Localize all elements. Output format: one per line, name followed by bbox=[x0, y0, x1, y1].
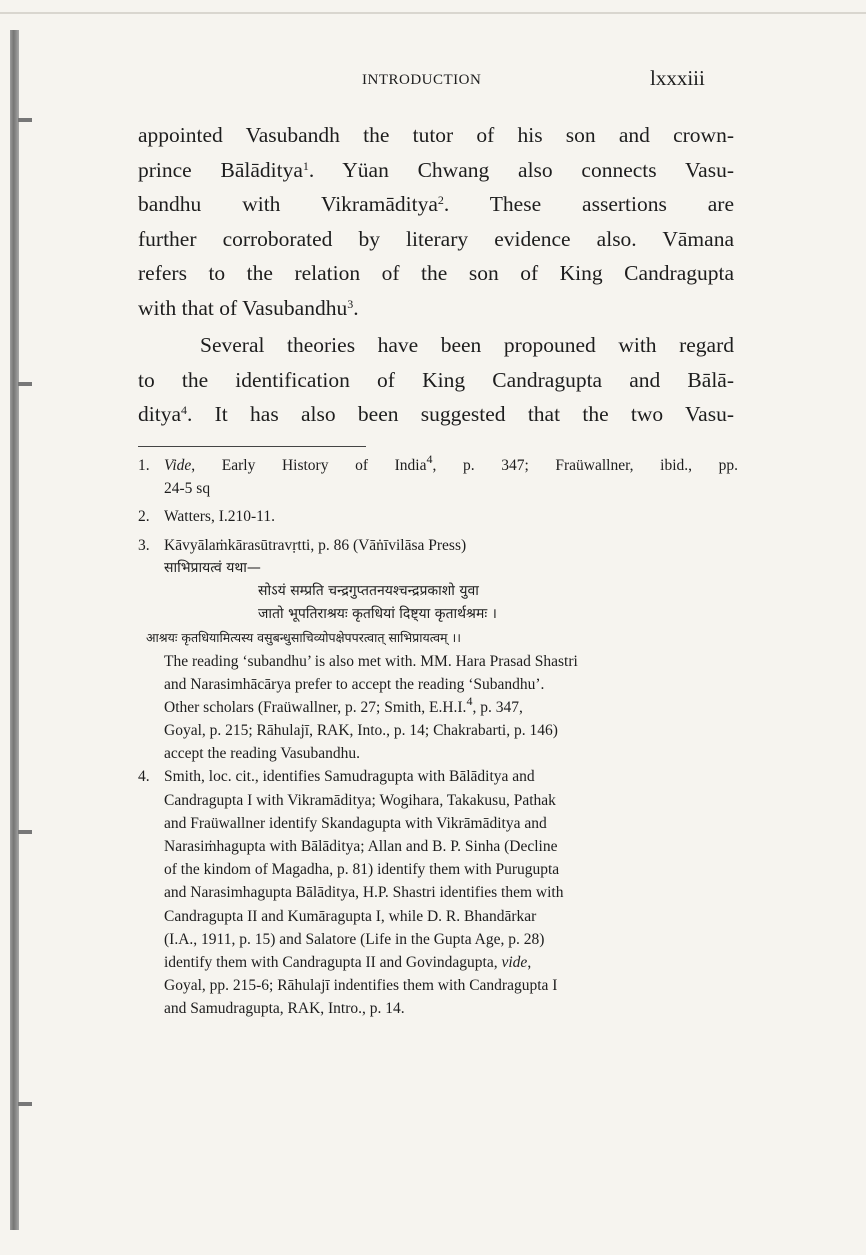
text-line: bandhu with Vikramāditya$^2$. These assertions are bbox=[138, 192, 734, 216]
binding-spine bbox=[10, 30, 19, 1230]
binding-mark bbox=[18, 1102, 32, 1106]
sanskrit-verse: जातो भूपतिराश्रयः कृतधियां दिष्ट्या कृतार्थश्रमः । bbox=[258, 606, 497, 623]
binding-mark bbox=[18, 830, 32, 834]
sanskrit-line: आश्रयः कृतधियामित्यस्य वसुबन्धुसाचिव्योपक्षेपपरत्वात् साभिप्रायत्वम् ।। bbox=[146, 630, 461, 646]
footnote-line: The reading ‘subandhu’ is also met with. MM. Hara Prasad Shastri bbox=[164, 652, 578, 670]
footnote-ref: 3 bbox=[347, 296, 354, 311]
footnote-line: Candragupta II and Kumāragupta I, while D. R. Bhandārkar bbox=[164, 907, 537, 925]
footnote-line: and Samudragupta, RAK, Intro., p. 14. bbox=[164, 1000, 405, 1018]
footnotes bbox=[138, 454, 738, 1021]
footnote-line: and Fraüwallner identify Skandagupta with Vikrāmāditya and bbox=[164, 814, 547, 832]
main-text bbox=[138, 118, 734, 432]
text-line: appointed Vasubandh the tutor of his son and crown- bbox=[138, 123, 734, 147]
footnote-line: and Narasimhācārya prefer to accept the reading ‘Subandhu’. bbox=[164, 675, 545, 693]
footnote-ref: 4 bbox=[181, 403, 187, 417]
page-top-edge bbox=[0, 12, 866, 14]
footnote-line: (I.A., 1911, p. 15) and Salatore (Life in the Gupta Age, p. 28) bbox=[164, 930, 545, 948]
binding-mark bbox=[18, 382, 32, 386]
footnote-line: 24-5 sq bbox=[164, 480, 211, 498]
text-line: Several theories have been propouned with regard bbox=[200, 333, 734, 357]
footnote-3: 3. Kāvyālaṁkārasūtravṛtti, p. 86 (Vāṅīvilāsa Press) bbox=[138, 536, 467, 554]
footnote-line: Goyal, pp. 215-6; Rāhulajī indentifies them with Candragupta I bbox=[164, 977, 558, 995]
footnote-ref: 2 bbox=[437, 193, 444, 207]
footnote-line: Narasiṁhagupta with Bālāditya; Allan and B. P. Sinha (Decline bbox=[164, 838, 558, 855]
text-line: ditya$^4$. It has also been suggested that the two Vasu- bbox=[138, 402, 734, 426]
running-head bbox=[0, 68, 866, 96]
footnote-line: identify them with Candragupta II and Govindagupta, vide, bbox=[164, 953, 532, 971]
footnote-line: of the kindom of Magadha, p. 81) identify them with Purugupta bbox=[164, 861, 560, 879]
running-title: INTRODUCTION bbox=[362, 72, 482, 88]
text-line: further corroborated by literary evidence also. Vāmana bbox=[138, 226, 734, 251]
text-line: with that of Vasubandhu$^3$. bbox=[138, 295, 359, 320]
page-number: lxxxiii bbox=[650, 66, 705, 90]
text-line: refers to the relation of the son of King Candragupta bbox=[138, 261, 734, 285]
footnote-rule bbox=[138, 446, 366, 447]
footnote-ref: 1 bbox=[302, 158, 309, 173]
footnote-1: 1. Vide, Early History of India$^4$, p. 347; Fraüwallner, ibid., pp. bbox=[138, 454, 738, 474]
footnote-4: 4. Smith, loc. cit., identifies Samudragupta with Bālāditya and bbox=[138, 768, 535, 786]
footnote-line: Candragupta I with Vikramāditya; Wogihara, Takakusu, Pathak bbox=[164, 791, 556, 809]
footnote-2: 2. Watters, I.210-11. bbox=[138, 508, 275, 526]
sanskrit-line: साभिप्रायत्वं यथा— bbox=[164, 559, 261, 576]
binding-mark bbox=[18, 118, 32, 122]
footnote-line: and Narasimhagupta Bālāditya, H.P. Shastri identifies them with bbox=[164, 884, 564, 902]
footnote-line: Other scholars (Fraüwallner, p. 27; Smith, E.H.I.$^4$, p. 347, bbox=[164, 695, 523, 716]
sanskrit-verse: सोऽयं सम्प्रति चन्द्रगुप्ततनयश्चन्द्रप्रकाशो युवा bbox=[258, 582, 479, 599]
footnote-line: Goyal, p. 215; Rāhulajī, RAK, Into., p. 14; Chakrabarti, p. 146) bbox=[164, 722, 558, 740]
footnote-line: accept the reading Vasubandhu. bbox=[164, 745, 360, 763]
text-line: to the identification of King Candragupta and Bālā- bbox=[138, 367, 734, 392]
text-line: prince Bālāditya$^1$. Yüan Chwang also connects Vasu- bbox=[138, 157, 734, 182]
